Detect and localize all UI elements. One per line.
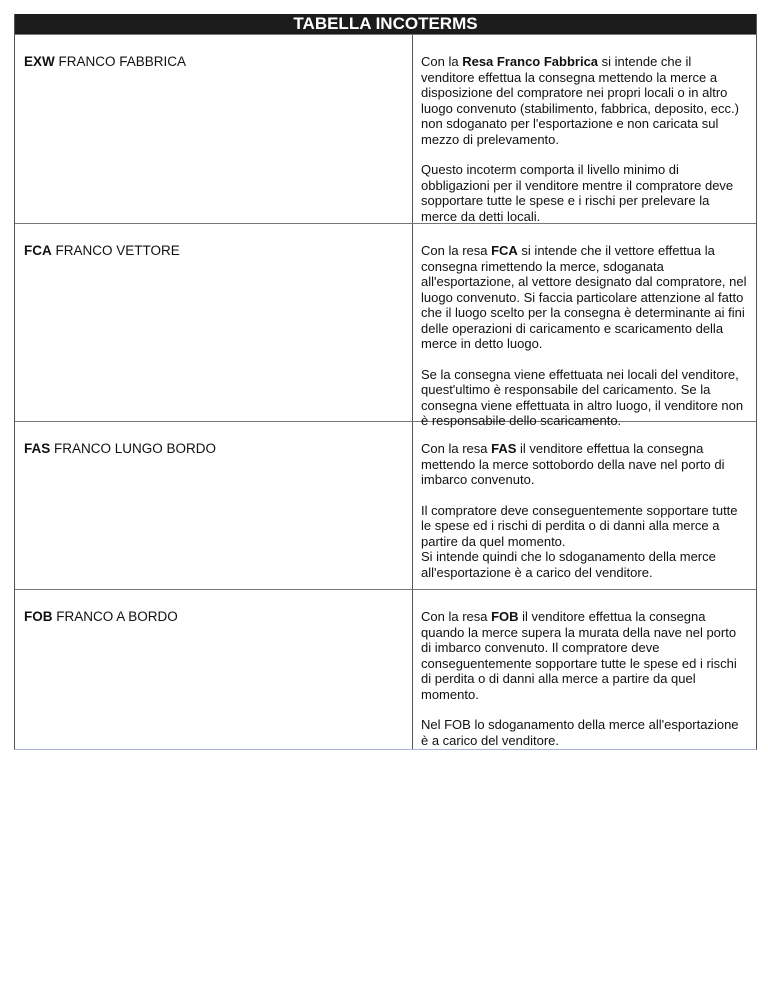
text: Con la resa: [421, 441, 492, 456]
text: Con la resa: [421, 243, 492, 258]
term-cell: [15, 590, 413, 749]
bold-text: Resa Franco Fabbrica: [462, 54, 599, 69]
text: si intende che il venditore effettua la consegna mettendo la merce a disposizione del compratore nei propri locali o in altro luogo convenuto (stabilimento, fabbrica, deposito, ecc.) non sdoganato per l'esportazione e non caricata sul mezzo di prelevamento.: [421, 54, 739, 147]
description-paragraph: Il compratore deve conseguentemente sopportare tutte le spese ed i rischi di perdita o di danni alla merce a partire da quel momento.: [421, 502, 738, 549]
term-name: FRANCO VETTORE: [51, 243, 180, 258]
term-code: FOB: [24, 609, 53, 624]
bold-text: FCA: [491, 243, 518, 258]
table-row-fca: [15, 223, 756, 428]
table-row-fas: [15, 421, 756, 589]
description-paragraph: Nel FOB lo sdoganamento della merce all'esportazione è a carico del venditore.: [421, 717, 739, 748]
table-row-exw: [15, 34, 756, 223]
text: Con la resa: [421, 609, 492, 624]
description-cell: [413, 224, 756, 428]
text: si intende che il vettore effettua la consegna rimettendo la merce, sdoganata all'esportazione, al vettore designato dal compratore, nel luogo convenuto. Si faccia particolare attenzione al fatto che il luogo scelto per la consegna è determinante ai fini delle operazioni di caricamento e scaricamento della merce in detto luogo.: [421, 243, 747, 351]
term-name: FRANCO LUNGO BORDO: [50, 441, 217, 456]
text: Con la: [421, 54, 463, 69]
description-paragraph: Se la consegna viene effettuata nei locali del venditore, quest'ultimo è responsabile del caricamento. Se la consegna viene effettuata in altro luogo, il venditore non è responsabile dello scaricamento.: [421, 366, 744, 428]
description-paragraph: Si intende quindi che lo sdoganamento della merce all'esportazione è a carico del venditore.: [421, 549, 716, 580]
term-code: EXW: [24, 54, 55, 69]
term-cell: [15, 422, 413, 589]
term-cell: [15, 224, 413, 421]
bold-text: FAS: [491, 441, 517, 456]
table-title: TABELLA INCOTERMS: [15, 14, 756, 34]
description-cell: [413, 35, 756, 223]
term-name: FRANCO FABBRICA: [54, 54, 187, 69]
description-paragraph: [421, 54, 748, 147]
term-name: FRANCO A BORDO: [52, 609, 178, 624]
description-paragraph: [421, 243, 748, 352]
table-row-fob: [15, 589, 756, 749]
term-code: FAS: [24, 441, 51, 456]
text: il venditore effettua la consegna mettendo la merce sottobordo della nave nel porto di imbarco convenuto.: [421, 441, 725, 487]
text: il venditore effettua la consegna quando la merce supera la murata della nave nel porto di imbarco convenuto. Il compratore deve conseguentemente sopportare tutte le spese ed i rischi di perdita o di danni alla merce a partire da quel momento.: [421, 609, 737, 702]
description-paragraph: [421, 441, 748, 488]
description-cell: [413, 590, 756, 749]
bold-text: FOB: [491, 609, 519, 624]
description-cell: [413, 422, 756, 589]
term-code: FCA: [24, 243, 52, 258]
description-paragraph: Questo incoterm comporta il livello minimo di obbligazioni per il venditore mentre il compratore deve sopportare tutte le spese e i rischi per prelevare la merce da detti locali.: [421, 162, 734, 224]
incoterms-table: [14, 14, 757, 750]
description-paragraph: [421, 609, 748, 702]
term-cell: [15, 35, 413, 223]
